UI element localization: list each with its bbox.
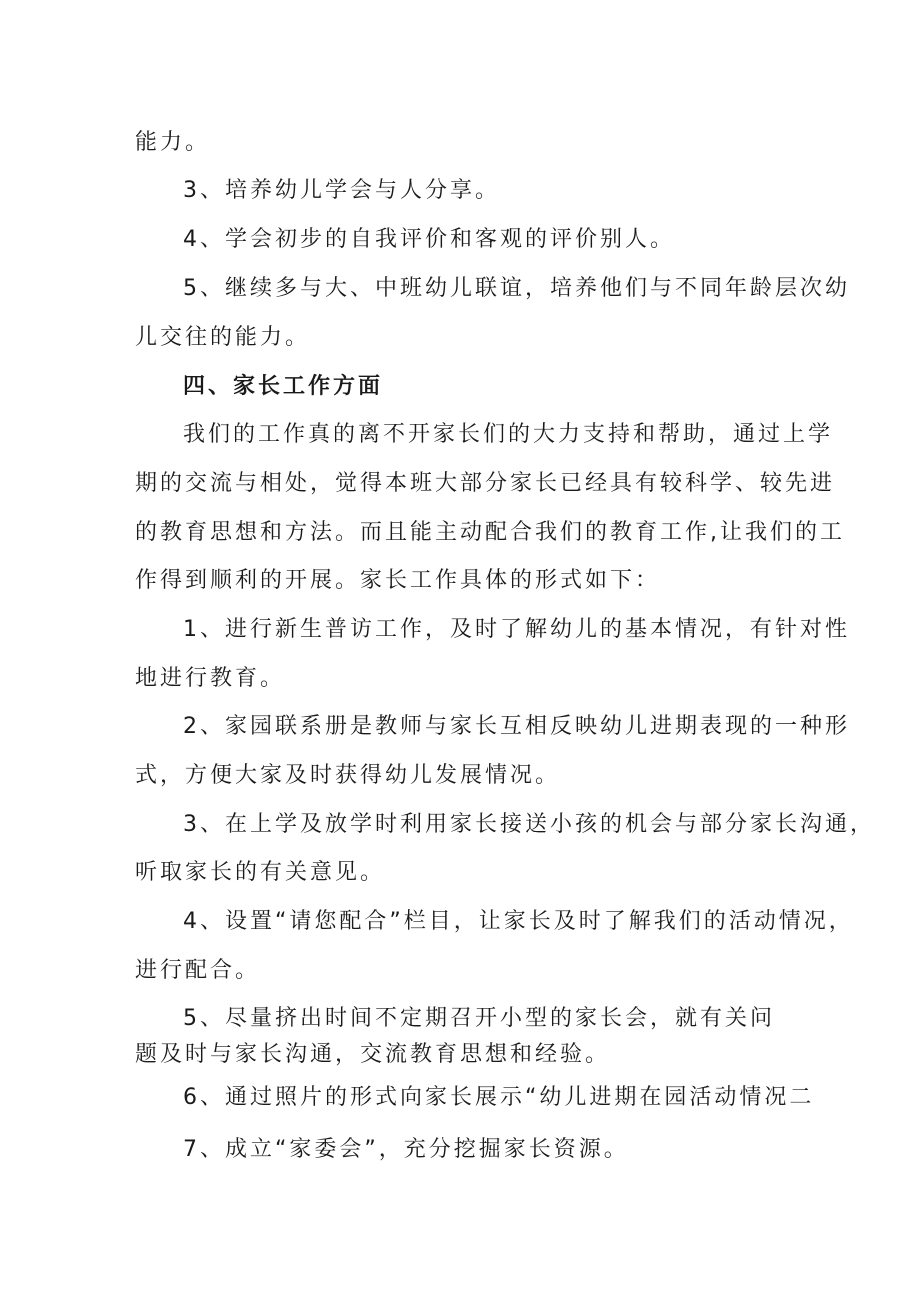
list-item-3-communicate: 3、在上学及放学时利用家长接送小孩的机会与部分家长沟通， bbox=[183, 812, 875, 837]
list-item-6-photos: 6、通过照片的形式向家长展示“幼儿进期在园活动情况二 bbox=[183, 1085, 815, 1110]
paragraph-line-2: 期的交流与相处，觉得本班大部分家长已经具有较科学、较先进 bbox=[135, 471, 836, 496]
list-item-5-continued: 儿交往的能力。 bbox=[135, 325, 311, 350]
list-item-5-continued-line: 题及时与家长沟通，交流教育思想和经验。 bbox=[135, 1042, 611, 1067]
section-heading-parent-work: 四、家长工作方面 bbox=[183, 374, 384, 399]
list-item-4-evaluate: 4、学会初步的自我评价和客观的评价别人。 bbox=[183, 227, 675, 252]
list-item-7-committee: 7、成立“家委会”，充分挖掘家长资源。 bbox=[183, 1137, 629, 1162]
list-item-3-share: 3、培养幼儿学会与人分享。 bbox=[183, 178, 500, 203]
paragraph-line-4: 作得到顺利的开展。家长工作具体的形式如下： bbox=[135, 568, 661, 593]
paragraph-line-3: 的教育思想和方法。而且能主动配合我们的教育工作,让我们的工 bbox=[135, 520, 845, 545]
list-item-2-contact-book: 2、家园联系册是教师与家长互相反映幼儿进期表现的一种形 bbox=[183, 714, 850, 739]
list-item-1-continued: 地进行教育。 bbox=[135, 666, 286, 691]
list-item-1-visit: 1、进行新生普访工作，及时了解幼儿的基本情况，有针对性 bbox=[183, 617, 850, 642]
list-item-5-meeting: 5、尽量挤出时间不定期召开小型的家长会，就有关问 bbox=[183, 1006, 775, 1031]
list-item-4-continued: 进行配合。 bbox=[135, 958, 261, 983]
list-item-5-friendship: 5、继续多与大、中班幼儿联谊，培养他们与不同年龄层次幼 bbox=[183, 276, 850, 301]
text-line-ability: 能力。 bbox=[135, 130, 211, 155]
list-item-4-column: 4、设置“请您配合”栏目，让家长及时了解我们的活动情况， bbox=[183, 909, 854, 934]
paragraph-line-1: 我们的工作真的离不开家长们的大力支持和帮助，通过上学 bbox=[183, 422, 834, 447]
list-item-2-continued: 式，方便大家及时获得幼儿发展情况。 bbox=[135, 763, 561, 788]
list-item-3-continued: 听取家长的有关意见。 bbox=[135, 860, 386, 885]
